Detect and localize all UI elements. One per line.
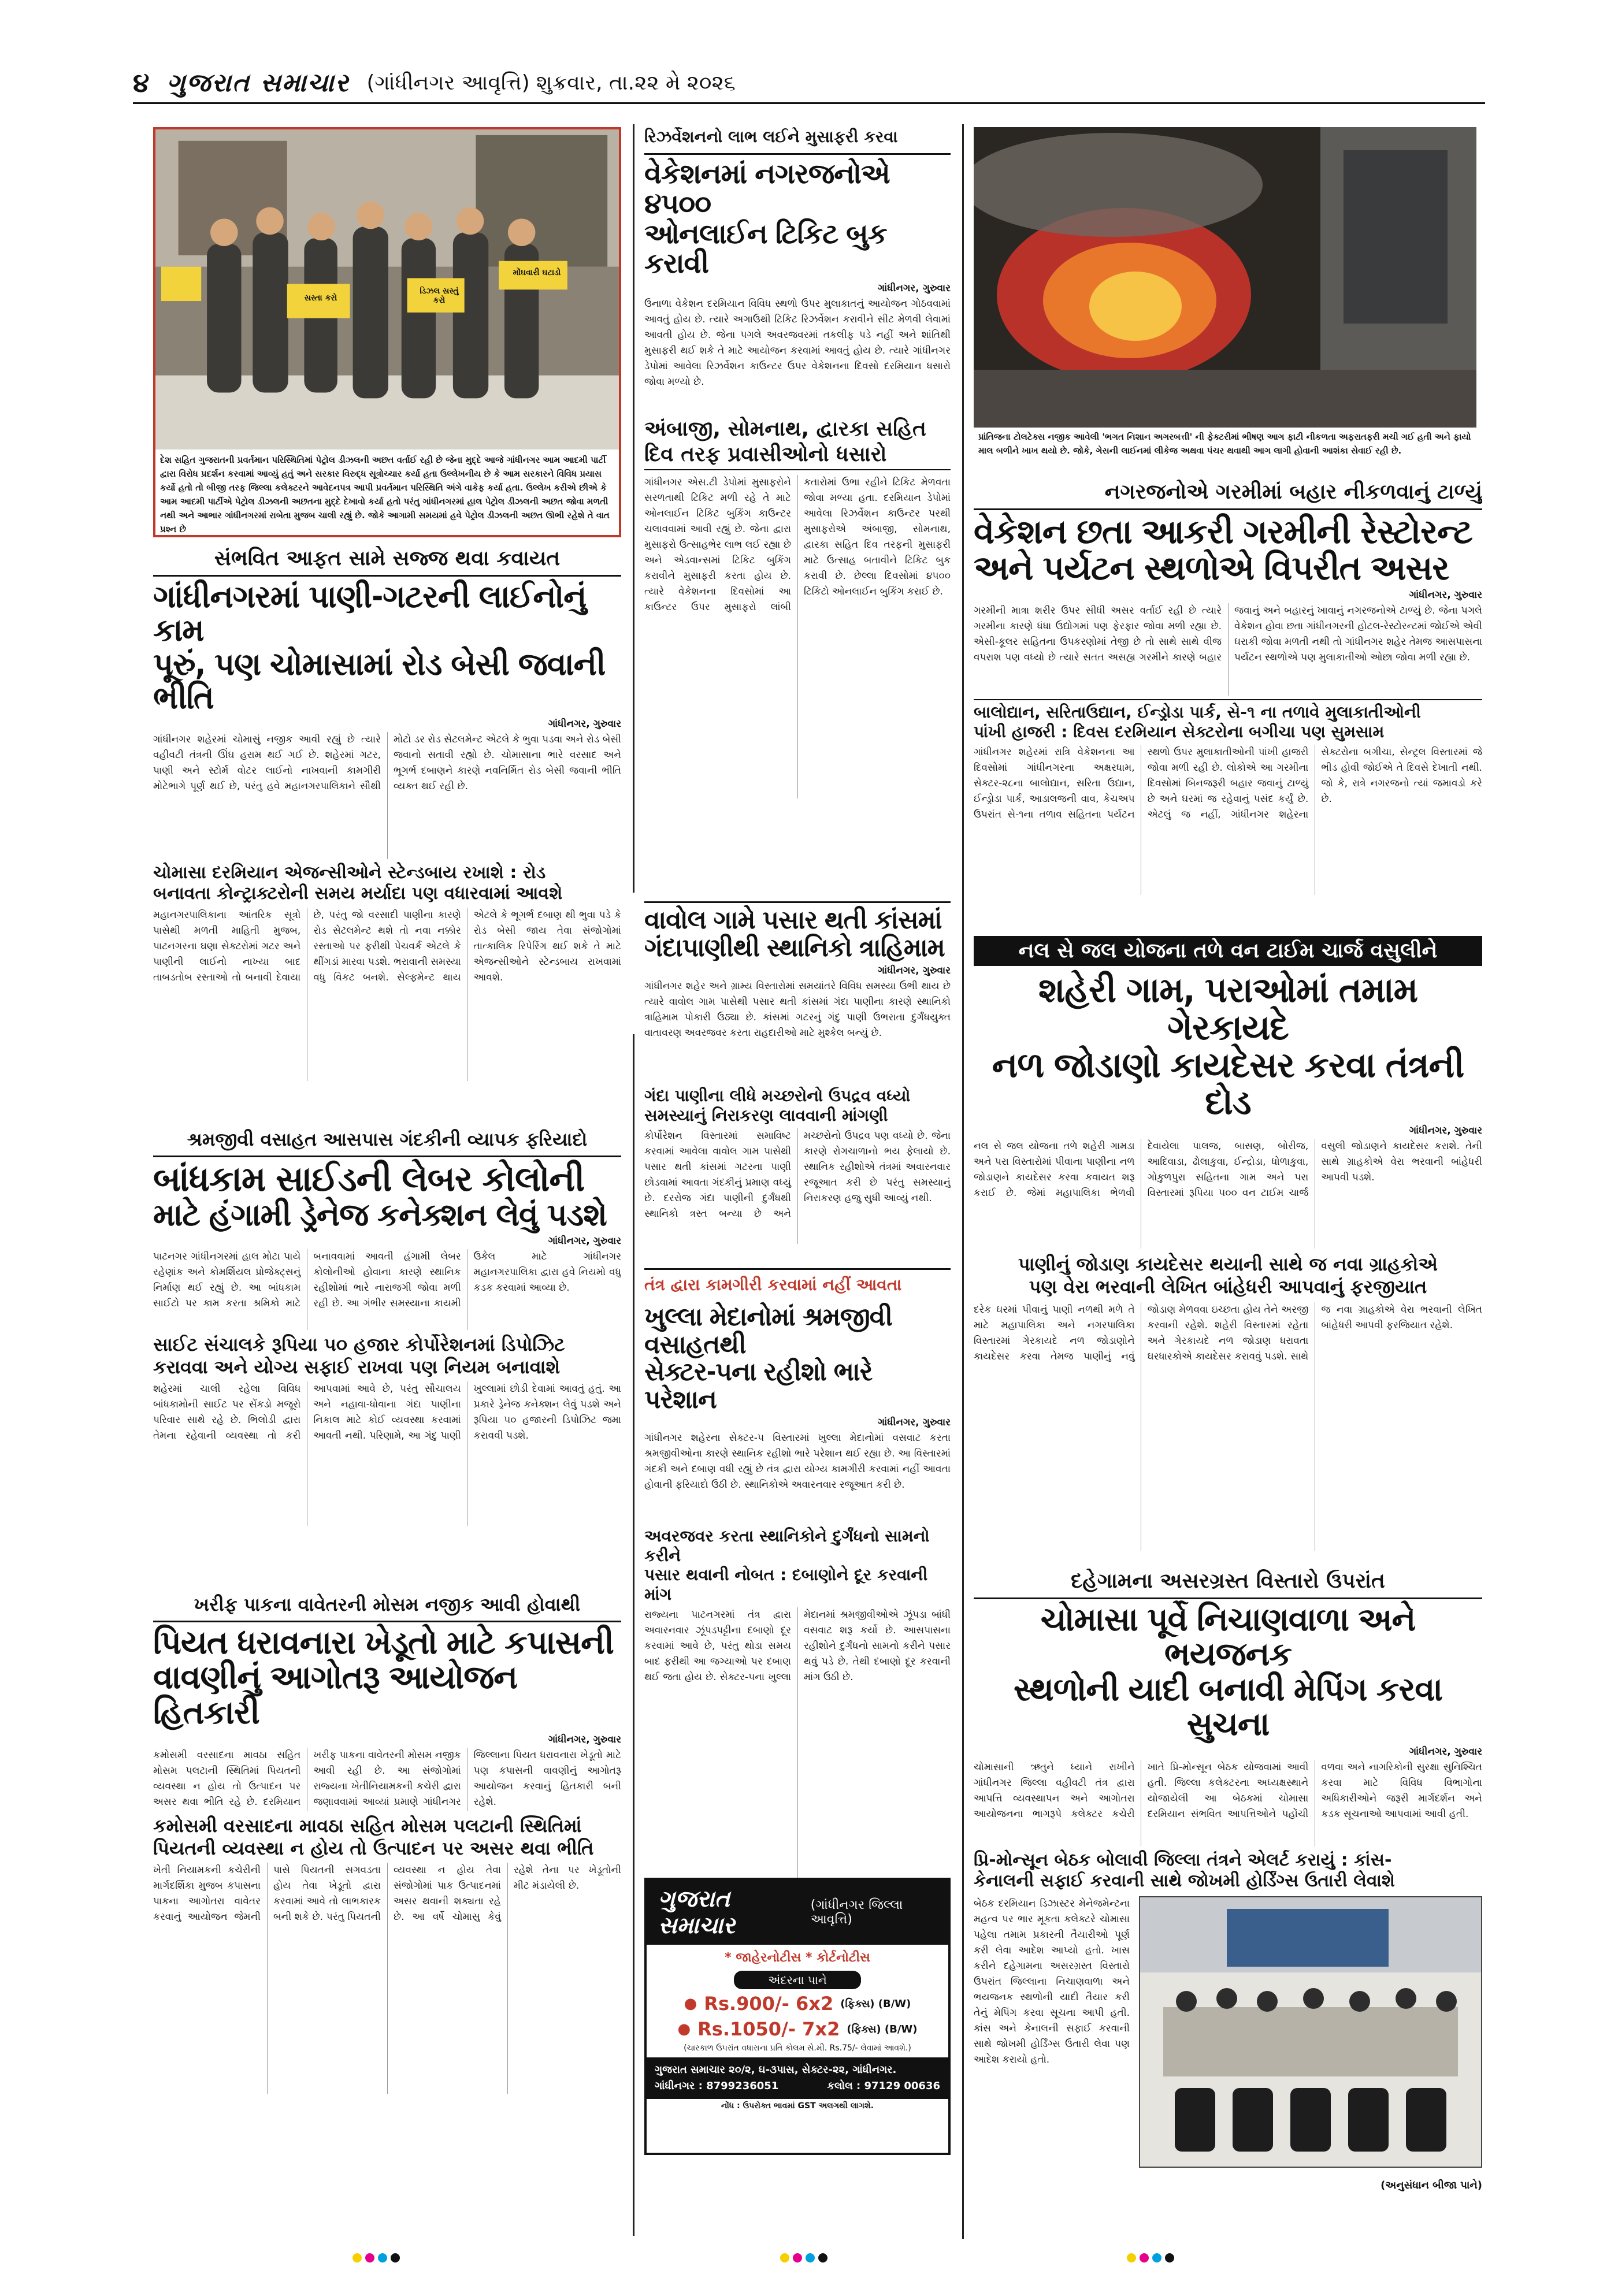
subhead: પ્રિ-મોન્સૂન બેઠક બોલાવી જિલ્લા તંત્રને એલર્ટ કરાયું : કાંસ-	[974, 1849, 1392, 1870]
subhead: પાણીનું જોડાણ કાયદેસર થયાની સાથે જ નવા ગ્રાહકોએ	[1018, 1253, 1438, 1276]
registration-marks	[780, 2253, 827, 2262]
ad-phone: ગાંધીનગર : 8799236051	[655, 2080, 779, 2092]
ad-brand: ગુજરાત સમાચાર	[658, 1886, 735, 1939]
subhead: પસાર થવાની નોબત : દબાણોને દૂર કરવાની માંગ	[644, 1565, 928, 1604]
headline: માટે હંગામી ડ્રેનેજ કનેક્શન લેવું પડશે	[153, 1196, 607, 1233]
masthead	[133, 64, 1485, 104]
headline: શહેરી ગામ, પરાઓમાં તમામ ગેરકાયદે	[1038, 970, 1418, 1048]
story-water-gutter	[153, 546, 621, 1124]
kicker: ખરીફ પાકના વાવેતરની મોસમ નજીક આવી હોવાથી	[153, 1592, 621, 1622]
ad-phones	[655, 2078, 940, 2094]
kicker: નલ સે જલ યોજના તળે વન ટાઈમ ચાર્જ વસુલીને	[974, 936, 1482, 966]
kicker: નગરજનોએ ગરમીમાં બહાર નીકળવાનું ટાળ્યું	[974, 480, 1482, 510]
headline: નળ જોડાણો કાયદેસર કરવા તંત્રની દોડ	[992, 1045, 1464, 1123]
bullet-icon: ●	[677, 2020, 691, 2038]
dateline: ગાંધીનગર, ગુરુવાર	[548, 718, 621, 730]
story-kharif	[153, 1592, 621, 2169]
story-body: દરેક ઘરમાં પીવાનું પાણી નળથી મળે તે માટે મહાપાલિકા અને નગરપાલિકા વિસ્તારમાં ગેરકાયદે નળ જોડાણોને કાયદેસર કરવા તેમજ પાણીનું નવું જોડાણ મેળવવા ઇચ્છતા હોય તેને અરજી કરવાની રહેશે. શહેરી વિસ્તારમાં રહેતા અને ગેરકાયદે નળ જોડાણ ધરાવતા ઘરધારકોએ કાયદેસર કરાવવું પડશે. સાથે જ નવા ગ્રાહકોએ વેરા ભરવાની લેખિત બાંહેધરી આપવી ફરજિયાત રહેશે.	[974, 1303, 1482, 1362]
subhead: સમસ્યાનું નિરાકરણ લાવવાની માંગણી	[644, 1105, 888, 1125]
subhead: અવરજવર કરતા સ્થાનિકોને દુર્ગંધનો સામનો કરીને	[644, 1526, 930, 1565]
subhead: બનાવતા કોન્ટ્રાક્ટરોની સમય મર્યાદા પણ વધારવામાં આવશે	[153, 883, 563, 904]
dateline: ગાંધીનગર, ગુરુવાર	[1409, 1745, 1482, 1758]
column-rule	[962, 124, 964, 2239]
ad-rate-amount: Rs.1050/- 7x2	[697, 2018, 840, 2040]
story-body: ગાંધીનગર એસ.ટી ડેપોમાં મુસાફરોને સરળતાથી ટિકિટ મળી રહે તે માટે ઓનલાઈન ટિકિટ બુકિંગ કાઉન્ટર ચલાવવામાં આવી રહ્યું છે. જેના દ્વારા મુસાફરો ઉત્સાહભેર લાભ લઈ રહ્યા છે અને એડવાન્સમાં ટિકિટ બુકિંગ કરાવીને મુસાફરી કરતા હોય છે. ત્યારે વેકેશનના દિવસોમાં આ કાઉન્ટર ઉપર મુસાફરો લાંબી કતારોમાં ઉભા રહીને ટિકિટ મેળવતા જોવા મળ્યા હતા. દરમિયાન ડેપોમાં આવેલા રિઝર્વેશન કાઉન્ટર પરથી મુસાફરોએ અંબાજી, સોમનાથ, દ્વારકા સહિત દિવ તરફની મુસાફરી માટે ઉત્સાહ બતાવીને ટિકિટ બુક કરાવી છે. છેલ્લા દિવસોમાં ૪૫૦૦ ટિકિટો ઓનલાઈન બુકિંગ કરાઈ છે.	[644, 476, 951, 613]
subhead: પણ વેરા ભરવાની લેખિત બાંહેધરી આપવાનું ફરજીયાત	[1029, 1275, 1427, 1298]
story-vacation-booking	[644, 124, 951, 893]
ad-address: ગુજરાત સમાચાર ૨૦/૨, ઘ-૩પાસ, સેક્ટર-૨૨, ગાંધીનગર.	[655, 2064, 897, 2076]
story-body: મહાનગરપાલિકાના આંતરિક સૂત્રો પાસેથી મળતી માહિતી મુજબ, પાટનગરના ઘણા સેક્ટરોમાં ગટર અને પાણીની લાઈનો નાખ્યા બાદ તાબડતોબ રસ્તાઓ તો બનાવી દેવાયા છે, પરંતુ જો વરસાદી પાણીના કારણે રોડ સેટલમેન્ટ થશે તો નવા નક્કોર રસ્તાઓ પર ફરીથી પેચવર્ક એટલે કે થીંગડાં મારવા પડશે. ભરાવાની સમસ્યા વધુ વિકટ બનશે. સેલ્ફમેન્ટ થાય એટલે કે ભૂગર્ભ દબાણ થી ભુવા પડે કે રોડ બેસી જાય તેવા સંજોગોમાં તાત્કાલિક રિપેરિંગ થઈ શકે તે માટે એજન્સીઓને સ્ટેન્ડબાય રાખવામાં આવશે.	[153, 909, 621, 984]
subhead: પાંખી હાજરી : દિવસ દરમિયાન સેક્ટરોના બગીચા પણ સુમસામ	[974, 722, 1385, 741]
story-vavol	[644, 901, 951, 1260]
story-body: ગાંધીનગર શહેરના સેક્ટર-૫ વિસ્તારમાં ખુલ્લા મેદાનોમાં વસવાટ કરતા શ્રમજીવીઓના કારણે સ્થાનિક રહીશો ભારે પરેશાન થઈ રહ્યા છે. આ વિસ્તારમાં ગંદકી અને દબાણ વધી રહ્યું છે તંત્ર દ્વારા યોગ્ય કામગીરી કરવામાં નહીં આવતા હોવાની ફરિયાદો ઉઠી છે. સ્થાનિકોએ અવારનવાર રજૂઆત કરી છે.	[644, 1432, 951, 1491]
ad-rate-note: (ફિક્સ) (B/W)	[840, 1997, 911, 2010]
story-open-ground	[644, 1268, 951, 1869]
subhead: દિવ તરફ પ્રવાસીઓનો ધસારો	[644, 442, 951, 470]
protest-sign: ડિઝલ સસ્તું કરો	[420, 287, 459, 305]
subhead: ચોમાસા દરમિયાન એજન્સીઓને સ્ટેન્ડબાય રખાશે : રોડ	[153, 863, 546, 883]
subhead: સાઈટ સંચાલકે રૂપિયા ૫૦ હજાર કોર્પોરેશનમાં ડિપોઝિટ	[153, 1333, 565, 1356]
fire-photo	[974, 127, 1476, 428]
story-tap-connection	[974, 936, 1482, 1560]
story-labour-colony	[153, 1127, 621, 1583]
headline: ચોમાસા પૂર્વે નિચાણવાળા અને ભયજનક	[1040, 1601, 1416, 1674]
subhead: કમોસમી વરસાદના માવઠા સહિત મોસમ પલટાની સ્થિતિમાં	[153, 1815, 582, 1837]
bullet-icon: ●	[684, 1995, 697, 2012]
kicker: રિઝર્વેશનનો લાભ લઈને મુસાફરી કરવા	[644, 124, 951, 155]
fire-caption: પ્રાંતિજના ટોલટેક્સ નજીક આવેલી 'ભગત નિશાન અગરબત્તી' ની ફેક્ટરીમાં ભીષણ આગ ફાટી નીકળતા અફરાતફરી મચી ગઈ હતી અને ફાયો માલ બળીને ખાખ થયો છે. જોકે, ગેસની લાઈનમાં લીકેજ અથવા પંચર થવાથી આગ લાગી હોવાની આશંકા સેવાઈ રહી છે.	[974, 428, 1476, 474]
ad-rate-note: (ફિક્સ) (B/W)	[847, 2023, 918, 2035]
headline: ગંદાપાણીથી સ્થાનિકો ત્રાહિમામ	[644, 932, 945, 963]
headline: પિયત ધરાવનારા ખેડૂતો માટે કપાસની	[153, 1624, 614, 1662]
dateline: ગાંધીનગર, ગુરુવાર	[877, 283, 951, 295]
ad-rate	[647, 2018, 948, 2040]
subhead: કરાવવા અને યોગ્ય સફાઈ રાખવા પણ નિયમ બનાવાશે	[153, 1355, 561, 1378]
classified-ad	[644, 1878, 951, 2155]
ad-contact	[647, 2057, 948, 2099]
ad-rate-label: અંદરના પાને	[734, 1971, 861, 1989]
story-body: કમોસમી વરસાદના માવઠા સહિત મોસમ પલટાની સ્થિતિમાં પિયતની વ્યવસ્થા ન હોય તો ઉત્પાદન પર અસર થવા ભીતિ રહે છે. દરમિયાન ખરીફ પાકના વાવેતરની મોસમ નજીક આવી રહી છે. આ સંજોગોમાં રાજ્યના ખેતીનિયામકની કચેરી દ્વારા જણાવવામાં આવ્યાં પ્રમાણે ગાંધીનગર જિલ્લાના પિયત ધરાવનારા ખેડૂતો માટે પણ કપાસની વાવણીનું આગોતરૂ આયોજન કરવાનું હિતકારી બની રહેશે.	[153, 1749, 621, 1808]
headline: વાવણીનું આગોતરૂ આયોજન હિતકારી	[153, 1659, 517, 1732]
subhead: પિયતની વ્યવસ્થા ન હોય તો ઉત્પાદન પર અસર થવા ભીતિ	[153, 1837, 594, 1859]
story-body: ગરમીની માત્રા શરીર ઉપર સીધી અસર વર્તાઈ રહી છે ત્યારે ગરમીના કારણે ધંધા ઉદ્યોગમાં પણ ફેરફાર જોવા મળી રહ્યા છે. એસી-કૂલર સહિતના ઉપકરણોમાં તેજી છે તો સાથે સાથે વીજ વપરાશ પણ વધ્યો છે ત્યારે સતત અસહ્ય ગરમીને કારણે બહાર જવાનું અને બહારનું ખાવાનું નગરજનોએ ટાળ્યું છે. જેના પગલે વેકેશન હોવા છતા ગાંધીનગરની હોટલ-રેસ્ટોરન્ટમાં જોઈએ એવી ઘરાકી જોવા મળતી નથી તો ગાંધીનગર શહેર તેમજ આસપાસના પર્યટન સ્થળોએ પણ મુલાકાતીઓ ઓછા જોવા મળી રહ્યા છે.	[974, 605, 1482, 664]
dehgam-lower	[974, 1896, 1482, 2220]
subhead: કેનાલની સફાઈ કરવાની સાથે જોખમી હોર્ડિંગ્સ ઉતારી લેવાશે	[974, 1870, 1396, 1891]
dateline: ગાંધીનગર, ગુરુવાર	[548, 1734, 621, 1746]
headline: ખુલ્લા મેદાનોમાં શ્રમજીવી વસાહતથી	[644, 1302, 892, 1359]
registration-marks	[352, 2253, 400, 2262]
headline: વેકેશનમાં નગરજનોએ ૪૫૦૦	[644, 158, 890, 220]
meeting-photo	[1139, 1896, 1482, 2168]
headline: સ્થળોની યાદી બનાવી મેપિંગ કરવા સુચના	[1014, 1670, 1442, 1744]
story-dehgam	[974, 1569, 1482, 2239]
headline: સેક્ટર-૫ના રહીશો ભારે પરેશાન	[644, 1357, 873, 1414]
ad-phone: કલોલ : 97129 00636	[827, 2080, 940, 2092]
dateline: ગાંધીનગર, ગુરુવાર	[548, 1235, 621, 1247]
kicker: દહેગામના અસરગ્રસ્ત વિસ્તારો ઉપરાંત	[974, 1569, 1482, 1599]
story-body: કોર્પોરેશન વિસ્તારમાં સમાવિષ્ટ કરવામાં આવેલા વાવોલ ગામ પાસેથી પસાર થતી કાંસમાં ગટરના પાણી છોડવામાં આવતા ગંદકીનું પ્રમાણ વધ્યું છે. દરરોજ ગંદા પાણીની દુર્ગંધથી સ્થાનિકો ત્રસ્ત બન્યા છે અને મચ્છરોનો ઉપદ્રવ પણ વધ્યો છે. જેના કારણે રોગચાળાનો ભય ફેલાયો છે. સ્થાનિક રહીશોએ તંત્રમાં અવારનવાર રજૂઆત કરી છે પરંતુ સમસ્યાનું નિરાકરણ હજુ સુધી આવ્યું નથી.	[644, 1130, 951, 1220]
protest-sign: સસ્તા કરો	[304, 293, 337, 303]
ad-rate-amount: Rs.900/- 6x2	[704, 1993, 834, 2015]
dateline: ગાંધીનગર, ગુરુવાર	[877, 1417, 951, 1429]
subhead: અંબાજી, સોમનાથ, દ્વારકા સહિત	[644, 417, 926, 441]
protest-sign: મોંઘવારી ઘટાડો	[513, 268, 561, 277]
ad-types: * જાહેરનોટીસ * કોર્ટનોટીસ	[725, 1951, 870, 1965]
headline: ગાંધીનગરમાં પાણી-ગટરની લાઈનોનું કામ	[153, 578, 587, 649]
story-body: ગાંધીનગર શહેર અને ગ્રામ્ય વિસ્તારોમાં સમયાંતરે વિવિધ સમસ્યા ઉભી થાય છે ત્યારે વાવોલ ગામ પાસેથી પસાર થતી કાંસમાં ગંદા પાણીના કારણે સ્થાનિકો ત્રાહિમામ પોકારી ઉઠ્યા છે. કાંસમાં ગટરનું ગંદુ પાણી ઉભરાતા દુર્ગંધયુક્ત વાતાવરણ અવરજવર કરતા રાહદારીઓ માટે મુશ્કેલ બન્યું છે.	[644, 980, 951, 1039]
kicker: તંત્ર દ્વારા કામગીરી કરવામાં નહીં આવતા	[644, 1268, 951, 1301]
edition-line: (ગાંધીનગર આવૃત્તિ) શુક્રવાર, તા.૨૨ મે ૨૦૨૬	[366, 70, 736, 95]
column-rule	[633, 124, 634, 893]
ad-brand-sub: (ગાંધીનગર જિલ્લા આવૃત્તિ)	[810, 1898, 903, 1927]
ad-note: (ચારકાળ ઉપરાંત વધારાના પ્રતિ કોલમ સે.મી. Rs.75/- લેવામાં આવશે.)	[684, 2044, 911, 2053]
headline: વાવોલ ગામે પસાર થતી કાંસમાં	[644, 901, 951, 934]
story-body: નલ સે જલ યોજના તળે શહેરી ગામડા અને પરા વિસ્તારોમાં પીવાના પાણીના નળ જોડાણને કાયદેસર કરવા કવાયત શરૂ કરાઈ છે. જેમાં મહાપાલિકા ભેળવી દેવાયેલા પાલજ, બાસણ, બોરીજ, આદિવાડા, ઢોલાકુવા, ઈન્દ્રોડા, ધોળાકુવા, ગોકુળપુરા સહિતના ગામ અને પરા વિસ્તારમાં રૂપિયા ૫૦૦ વન ટાઈમ ચાર્જ વસુલી જોડાણને કાયદેસર કરાશે. તેની સાથે ગ્રાહકોએ વેરા ભરવાની બાંહેધરી આપવી પડશે.	[974, 1140, 1482, 1199]
story-body: ઉનાળા વેકેશન દરમિયાન વિવિધ સ્થળો ઉપર મુલાકાતનું આયોજન ગોઠવવામાં આવતું હોય છે. ત્યારે અગાઉથી ટિકિટ રિઝર્વેશન કરાવીને સીટ મેળવી લેવામાં આવતી હોય છે. જેના પગલે અવરજવરમાં તકલીફ પડે નહીં અને શાંતિથી મુસાફરી થઈ શકે તે માટે આયોજન કરવામાં આવતું હોય છે. ત્યારે ગાંધીનગર ડેપોમાં આવેલા રિઝર્વેશન કાઉન્ટર ઉપર વેકેશનના દિવસો દરમિયાન ધસારો જોવા મળ્યો છે.	[644, 298, 951, 388]
dateline: ગાંધીનગર, ગુરુવાર	[1409, 1125, 1482, 1137]
story-body: ગાંધીનગર શહેરમાં ચોમાસું નજીક આવી રહ્યું છે ત્યારે વહીવટી તંત્રની ઊંઘ હરામ થઈ ગઈ છે. શહેરમાં ગટર, પાણી અને સ્ટોર્મ વોટર લાઈનો નાખવાની કામગીરી મોટેભાગે પૂર્ણ થઈ છે, પરંતુ હવે મહાનગરપાલિકાને સૌથી મોટો ડર રોડ સેટલમેન્ટ એટલે કે ભુવા પડવા અને રોડ બેસી જવાનો સતાવી રહ્યો છે. ચોમાસાના ભારે વરસાદ અને ભૂગર્ભ દબાણને કારણે નવનિર્મિત રોડ બેસી જવાની ભીતિ વ્યક્ત થઈ રહી છે.	[153, 734, 621, 793]
column-rule	[633, 1034, 634, 2236]
headline: પૂરું, પણ ચોમાસામાં રોડ બેસી જવાની ભીતિ	[153, 645, 606, 716]
dateline: ગાંધીનગર, ગુરુવાર	[877, 965, 951, 977]
story-body: ખેતી નિયામકની કચેરીની માર્ગદર્શિકા મુજબ કપાસના પાકના આગોતરા વાવેતર કરવાનું આયોજન જેમની પાસે પિયતની સગવડતા હોય તેવા ખેડૂતો દ્વારા કરવામાં આવે તો લાભકારક બની શકે છે. પરંતુ પિયતની વ્યવસ્થા ન હોય તેવા સંજોગોમાં પાક ઉત્પાદનમાં અસર થવાની શક્યતા રહે છે. આ વર્ષે ચોમાસુ કેવું રહેશે તેના પર ખેડૂતોની મીટ મંડાયેલી છે.	[153, 1864, 621, 1923]
page-number: ૪	[133, 66, 150, 98]
story-body: પાટનગર ગાંધીનગરમાં હાલ મોટા પાયે રહેણાંક અને કોમર્શિયલ પ્રોજેક્ટ્સનું નિર્માણ થઈ રહ્યું છે. આ બાંધકામ સાઈટો પર કામ કરતા શ્રમિકો માટે બનાવવામાં આવતી હંગામી લેબર કોલોનીઓ હોવાના કારણે સ્થાનિક રહીશોમાં ભારે નારાજગી જોવા મળી રહી છે. આ ગંભીર સમસ્યાના કાયમી ઉકેલ માટે ગાંધીનગર મહાનગરપાલિકા દ્વારા હવે નિયમો વધુ કડક કરવામાં આવ્યા છે.	[153, 1251, 621, 1310]
story-body: બેઠક દરમિયાન ડિઝાસ્ટર મેનેજમેન્ટના મહત્વ પર ભાર મૂકતા કલેક્ટરે ચોમાસા પહેલા તમામ પ્રકારની તૈયારીઓ પૂર્ણ કરી લેવા આદેશ આપ્યો હતો. ખાસ કરીને દહેગામના અસરગ્રસ્ત વિસ્તારો ઉપરાંત જિલ્લાના નિચાણવાળા અને ભયજનક સ્થળોની યાદી તૈયાર કરી તેનું મેપિંગ કરવા સૂચના આપી હતી. કાંસ અને કેનાલની સફાઈ કરવાની સાથે જોખમી હોર્ડિંગ્સ ઉતારી લેવા પણ આદેશ કરાયો હતો.	[974, 1897, 1130, 2065]
registration-marks	[1127, 2253, 1174, 2262]
kicker: સંભવિત આફત સામે સજ્જ થવા કવાયત	[153, 546, 621, 577]
headline: અને પર્યટન સ્થળોએ વિપરીત અસર	[974, 548, 1449, 588]
continued-note: (અનુસંધાન બીજા પાને)	[1381, 2179, 1482, 2191]
subhead: બાલોદ્યાન, સરિતાઉદ્યાન, ઈન્ડ્રોડા પાર્ક, સે-૧ ના તળાવે મુલાકાતીઓની	[974, 699, 1482, 722]
kicker: શ્રમજીવી વસાહત આસપાસ ગંદકીની વ્યાપક ફરિયાદો	[153, 1127, 621, 1157]
story-body: શહેરમાં ચાલી રહેલા વિવિધ બાંધકામોની સાઈટ પર સેંકડો મજૂરો પરિવાર સાથે રહે છે. ભિલોડી દ્વારા તેમના રહેવાની વ્યવસ્થા તો કરી આપવામાં આવે છે, પરંતુ સૌચાલય અને નહાવા-ધોવાના ગંદા પાણીના નિકાલ માટે કોઈ વ્યવસ્થા કરવામાં આવતી નથી. પરિણામે, આ ગંદુ પાણી ખુલ્લામાં છોડી દેવામાં આવતું હતું. આ પ્રકારે ડ્રેનેજ કનેક્શન લેવું પડશે અને રૂપિયા ૫૦ હજારની ડિપોઝિટ જમા કરાવવી પડશે.	[153, 1383, 621, 1441]
protest-caption: દેશ સહિત ગુજરાતની પ્રવર્તમાન પરિસ્થિતિમાં પેટ્રોલ ડીઝલની અછત વર્તાઈ રહી છે જેના મુદ્દે આજે ગાંધીનગર આમ આદમી પાર્ટી દ્વારા વિરોધ પ્રદર્શન કરવામાં આવ્યું હતું અને સરકાર વિરુદ્ધ સૂત્રોચ્ચાર કર્યા હતા ઉલ્લેખનીય છે કે આમ સરકારને વિવિધ પ્રયાસ કર્યો હતો તો બીજી તરફ જિલ્લા કલેક્ટરને આવેદનપત્ર આપી પ્રવર્તમાન પરિસ્થિતિ અંગે વાકેફ કર્યા હતા. ઉલ્લેખ કરીએ છીએ કે આમ આદમી પાર્ટીએ પેટ્રોલ ડીઝલની અછતના મુદ્દે દેખાવો કર્યા હતો પરંતુ ગાંધીનગરમાં હાલ પેટ્રોલ ડીઝલની અછત જોવા મળતી નથી અને આભાર ગાંધીનગરમાં રાબેતા મુજબ ચાલી રહ્યું છે. જોકે આગામી સમયમાં હવે પેટ્રોલ ડીઝલની અછત ઊભી રહેશે તે વાત પ્રશ્ન છે	[153, 451, 621, 537]
paper-name: ગુજરાત સમાચાર	[166, 68, 350, 98]
subhead: ગંદા પાણીના લીધે મચ્છરોનો ઉપદ્રવ વધ્યો	[644, 1086, 911, 1106]
dateline: ગાંધીનગર, ગુરુવાર	[1409, 589, 1482, 601]
story-body: રાજ્યના પાટનગરમાં તંત્ર દ્વારા અવારનવાર ઝૂંપડપટ્ટીના દબાણો દૂર કરવામાં આવે છે, પરંતુ થોડા સમય બાદ ફરીથી આ જગ્યાઓ પર દબાણ થઈ જતા હોય છે. સેક્ટર-૫ના ખુલ્લા મેદાનમાં શ્રમજીવીઓએ ઝૂંપડા બાંધી વસવાટ શરૂ કર્યો છે. આસપાસના રહીશોને દુર્ગંધનો સામનો કરીને પસાર થવું પડે છે. તેથી દબાણો દૂર કરવાની માંગ ઉઠી છે.	[644, 1609, 951, 1684]
story-body: ગાંધીનગર શહેરમાં રાત્રિ વેકેશનના આ દિવસોમાં ગાંધીનગરના અક્ષરધામ, સેક્ટર-૨૮ના બાલોદ્યાન, સરિતા ઉદ્યાન, ઈન્ડ્રોડા પાર્ક, આડાલજની વાવ, કેચઅપ ઉપરાંત સે-૧ના તળાવ સહિતના પર્યટન સ્થળો ઉપર મુલાકાતીઓની પાંખી હાજરી જોવા મળી રહી છે. લોકોએ આ ગરમીના દિવસોમાં બિનજરૂરી બહાર જવાનું ટાળ્યું છે અને ઘરમાં જ રહેવાનું પસંદ કર્યું છે. એટલું જ નહીં, ગાંધીનગર શહેરના સેક્ટરોના બગીચા, સેન્ટ્રલ વિસ્તારમાં જે ભીડ હોવી જોઈએ તે દિવસે દેખાતી નથી. જો કે, રાત્રે નગરજનો ત્યાં જમાવડો કરે છે.	[974, 746, 1482, 821]
ad-header	[647, 1880, 948, 1945]
headline: બાંધકામ સાઈડની લેબર કોલોની	[153, 1159, 585, 1199]
headline: ઓનલાઈન ટિકિટ બુક કરાવી	[644, 217, 887, 280]
story-summer-heat	[974, 480, 1482, 930]
ad-rate	[647, 1993, 948, 2015]
ad-gst-note: નોંધ : ઉપરોક્ત ભાવમાં GST અલગથી લાગશે.	[721, 2101, 874, 2111]
headline: વેકેશન છતા આકરી ગરમીની રેસ્ટોરન્ટ	[974, 512, 1472, 551]
protest-photo	[153, 127, 621, 451]
story-body: ચોમાસાની ઋતુને ધ્યાને રાખીને ગાંધીનગર જિલ્લા વહીવટી તંત્ર દ્વારા આપત્તિ વ્યવસ્થાપન અને આગોતરા આયોજનના ભાગરૂપે કલેક્ટર કચેરી ખાતે પ્રિ-મોન્સૂન બેઠક યોજવામાં આવી હતી. જિલ્લા કલેક્ટરના અધ્યક્ષસ્થાને યોજાયેલી આ બેઠકમાં ચોમાસા દરમિયાન સંભવિત આપત્તિઓને પહોંચી વળવા અને નાગરિકોની સુરક્ષા સુનિશ્ચિત કરવા માટે વિવિધ વિભાગોના અધિકારીઓને જરૂરી માર્ગદર્શન અને કડક સૂચનાઓ આપવામાં આવી હતી.	[974, 1761, 1482, 1820]
